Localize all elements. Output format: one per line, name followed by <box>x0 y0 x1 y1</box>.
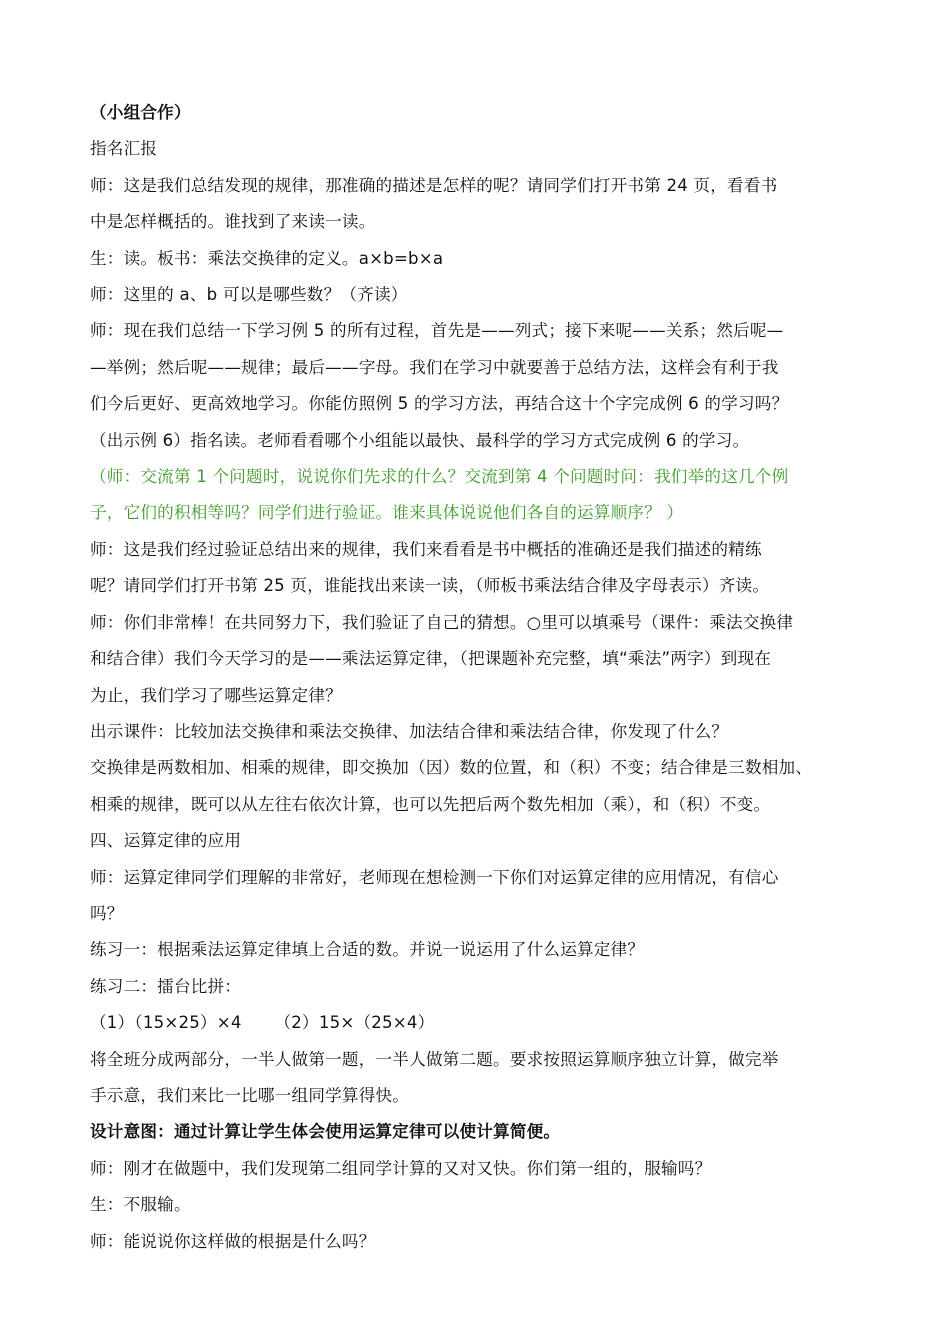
text-line: 呢？请同学们打开书第 25 页，谁能找出来读一读，（师板书乘法结合律及字母表示）齐读。 <box>90 576 770 596</box>
text-line: 师：运算定律同学们理解的非常好，老师现在想检测一下你们对运算定律的应用情况，有信心 <box>90 867 779 887</box>
text-line: 师：这是我们总结发现的规律，那准确的描述是怎样的呢？请同学们打开书第 24 页，看看书 <box>90 175 778 195</box>
text-line: 师：现在我们总结一下学习例 5 的所有过程，首先是——列式；接下来呢——关系；然后呢— <box>90 321 784 341</box>
text-line: 交换律是两数相加、相乘的规律，即交换加（因）数的位置，和（积）不变；结合律是三数相加、 <box>90 758 813 778</box>
section-heading: 四、运算定律的应用 <box>90 831 242 851</box>
teacher-note-line: （师：交流第 1 个问题时，说说你们先求的什么？交流到第 4 个问题时问：我们举的这几个例 <box>90 467 789 487</box>
text-line: 们今后更好、更高效地学习。你能仿照例 5 的学习方法，再结合这十个字完成例 6 的学习吗？ <box>90 394 789 414</box>
text-line: 手示意，我们来比一比哪一组同学算得快。 <box>90 1085 410 1105</box>
text-line: 师：刚才在做题中，我们发现第二组同学计算的又对又快。你们第一组的，服输吗？ <box>90 1158 712 1178</box>
text-line: 为止，我们学习了哪些运算定律？ <box>90 685 342 705</box>
teacher-note-line: 子，它们的积相等吗？同学们进行验证。谁来具体说说他们各自的运算顺序？ ） <box>90 503 684 523</box>
text-line: —举例；然后呢——规律；最后——字母。我们在学习中就要善于总结方法，这样会有利于我 <box>90 357 779 377</box>
text-line: 生：读。板书：乘法交换律的定义。a×b=b×a <box>90 248 444 268</box>
exercise-two: 练习二：擂台比拼： <box>90 976 242 996</box>
exercise-one: 练习一：根据乘法运算定律填上合适的数。并说一说运用了什么运算定律？ <box>90 940 645 960</box>
text-line: 师：这是我们经过验证总结出来的规律，我们来看看是书中概括的准确还是我们描述的精练 <box>90 539 762 559</box>
text-line: 相乘的规律，既可以从左往右依次计算，也可以先把后两个数先相加（乘），和（积）不变。 <box>90 794 771 814</box>
design-intent: 设计意图：通过计算让学生体会使用运算定律可以使计算简便。 <box>90 1122 561 1142</box>
text-line: 中是怎样概括的。谁找到了来读一读。 <box>90 212 376 232</box>
text-line: 生：不服输。 <box>90 1195 191 1215</box>
group-work-heading: （小组合作） <box>90 103 191 122</box>
text-line: （出示例 6）指名读。老师看看哪个小组能以最快、最科学的学习方式完成例 6 的学习。 <box>90 430 750 450</box>
text-line: 师：你们非常棒！在共同努力下，我们验证了自己的猜想。○里可以填乘号（课件：乘法交换律 <box>90 612 794 632</box>
text-line: 师：这里的 a、b 可以是哪些数？（齐读） <box>90 285 408 305</box>
text-line: 和结合律）我们今天学习的是——乘法运算定律，（把课题补充完整，填“乘法”两字）到现在 <box>90 649 772 669</box>
text-line: 将全班分成两部分，一半人做第一题，一半人做第二题。要求按照运算顺序独立计算，做完举 <box>90 1049 779 1069</box>
document-page <box>90 95 862 1260</box>
text-line: 吗？ <box>90 903 124 923</box>
text-line: 师：能说说你这样做的根据是什么吗？ <box>90 1231 376 1251</box>
text-line: 出示课件：比较加法交换律和乘法交换律、加法结合律和乘法结合律，你发现了什么？ <box>90 721 729 741</box>
text-line: 指名汇报 <box>90 139 158 159</box>
exercise-problems: （1）（15×25）×4 （2）15×（25×4） <box>90 1013 435 1033</box>
